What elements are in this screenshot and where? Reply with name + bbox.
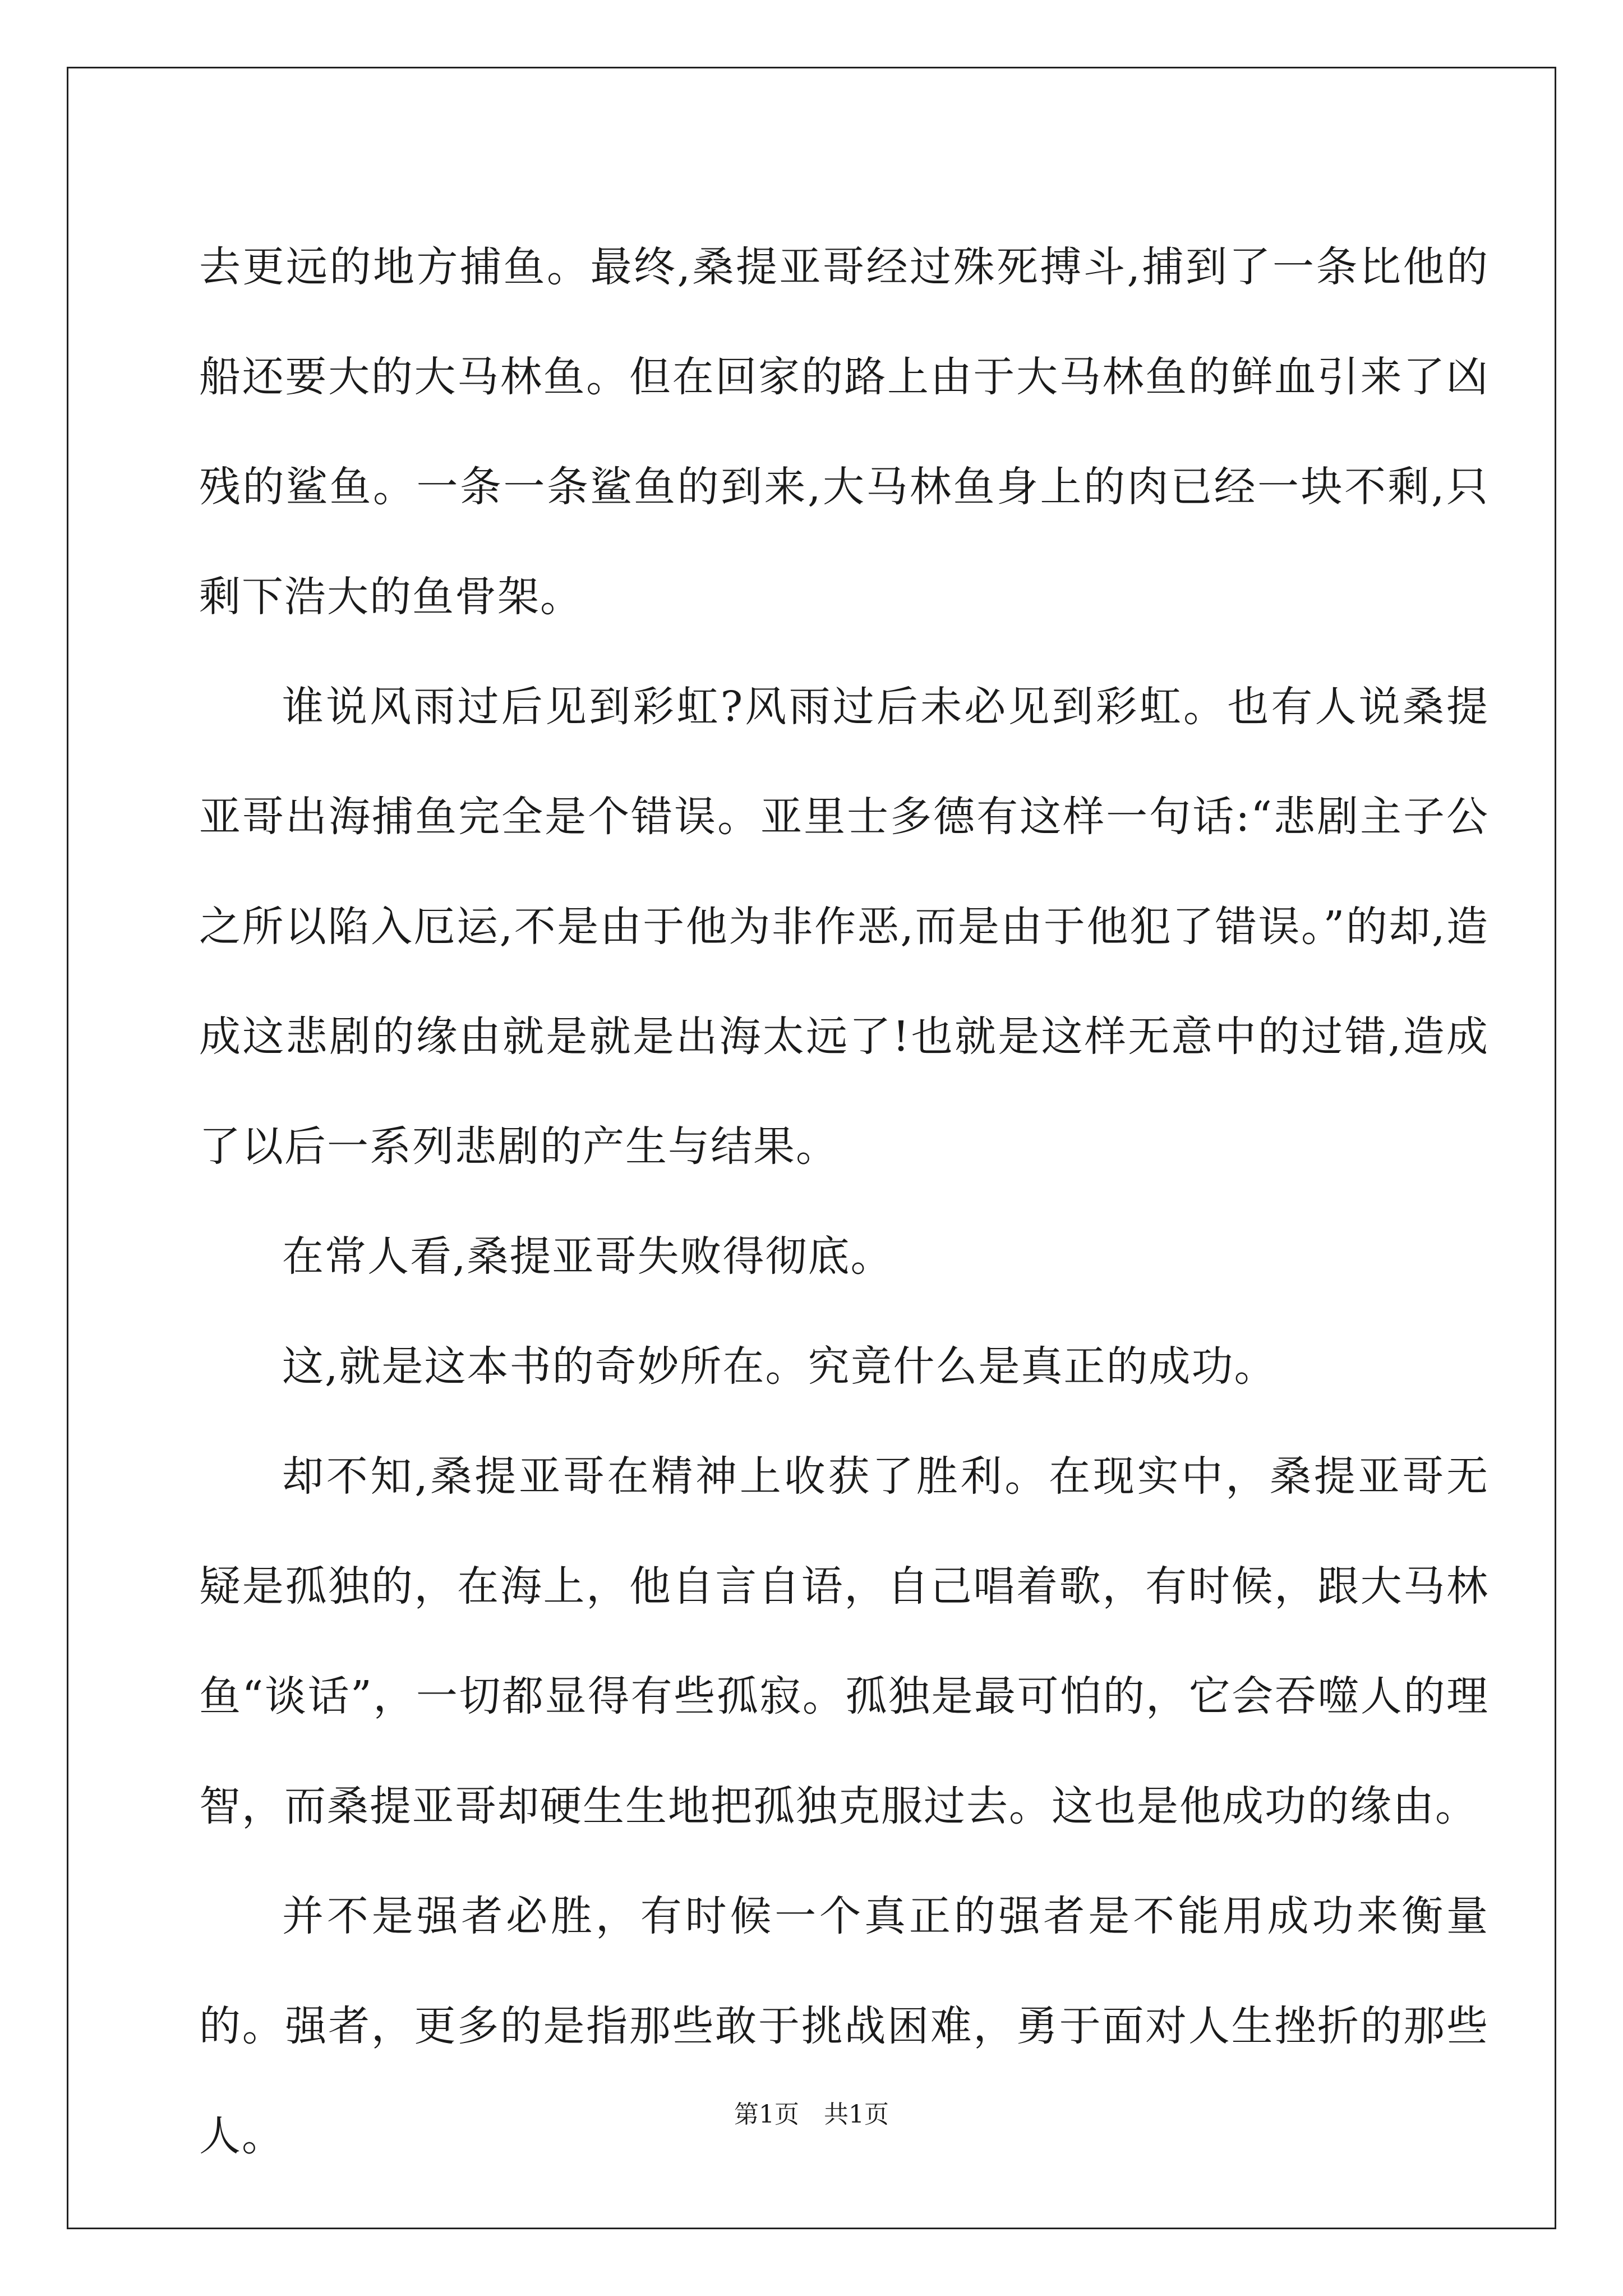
page-footer: 第1页 共1页 xyxy=(734,2100,889,2129)
document-body xyxy=(199,212,1489,2191)
paragraph-6: 并不是强者必胜，有时候一个真正的强者是不能用成功来衡量的。强者，更多的是指那些敢于挑战困难，勇于面对人生挫折的那些人。 xyxy=(199,1892,1489,2160)
paragraph-1: 去更远的地方捕鱼。最终,桑提亚哥经过殊死搏斗,捕到了一条比他的船还要大的大马林鱼。但在回家的路上由于大马林鱼的鲜血引来了凶残的鲨鱼。一条一条鲨鱼的到来,大马林鱼身上的肉已经一块不剩,只剩下浩大的鱼骨架。 xyxy=(199,243,1489,621)
paragraph-5: 却不知,桑提亚哥在精神上收获了胜利。在现实中，桑提亚哥无疑是孤独的，在海上，他自言自语，自己唱着歌，有时候，跟大马林鱼“谈话”，一切都显得有些孤寂。孤独是最可怕的，它会吞噬人的理智，而桑提亚哥却硬生生地把孤独克服过去。这也是他成功的缘由。 xyxy=(199,1452,1489,1830)
paragraph-2: 谁说风雨过后见到彩虹?风雨过后未必见到彩虹。也有人说桑提亚哥出海捕鱼完全是个错误。亚里士多德有这样一句话:“悲剧主子公之所以陷入厄运,不是由于他为非作恶,而是由于他犯了错误。”的却,造成这悲剧的缘由就是就是出海太远了!也就是这样无意中的过错,造成了以后一系列悲剧的产生与结果。 xyxy=(199,683,1489,1171)
paragraph-3: 在常人看,桑提亚哥失败得彻底。 xyxy=(282,1232,893,1281)
paragraph-4: 这,就是这本书的奇妙所在。究竟什么是真正的成功。 xyxy=(282,1342,1277,1391)
